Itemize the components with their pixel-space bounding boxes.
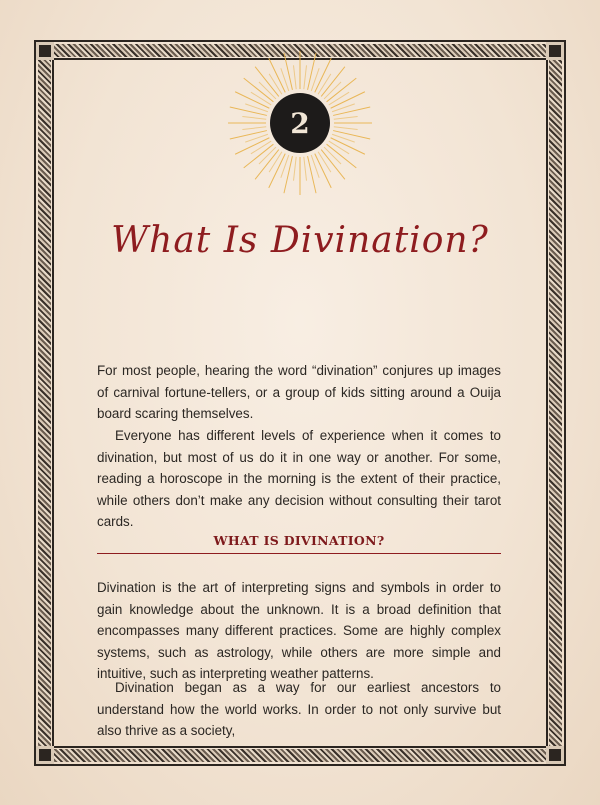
frame-corner-ornament: [546, 42, 564, 60]
intro-paragraph-2: Everyone has different levels of experience when it comes to divination, but most of us do it in one way or another. For some, reading a horoscope in the morning is the extent of their practice, while others don’t make any decision without consulting their tarot cards.: [97, 428, 501, 529]
chapter-title: What Is Divination?: [111, 220, 489, 261]
intro-paragraph-1: For most people, hearing the word “divination” conjures up images of carnival fortune-tellers, or a group of kids sitting around a Ouija board scaring themselves.: [97, 363, 501, 421]
frame-corner-ornament: [36, 746, 54, 764]
section-heading: WHAT IS DIVINATION?: [213, 533, 385, 548]
frame-corner-ornament: [36, 42, 54, 60]
section-paragraph-2: Divination began as a way for our earliest ancestors to understand how the world works. In order to not only survive but also thrive as a society,: [97, 680, 501, 738]
section-divider: [97, 553, 501, 554]
frame-corner-ornament: [546, 746, 564, 764]
chapter-number-badge: 2: [270, 93, 330, 153]
section-paragraph-1: Divination is the art of interpreting signs and symbols in order to gain knowledge about the unknown. It is a broad definition that encompasses many different practices. Some are highly complex systems, such as astrology, while others are more simple and intuitive, such as interpreting weather patterns.: [97, 580, 501, 681]
